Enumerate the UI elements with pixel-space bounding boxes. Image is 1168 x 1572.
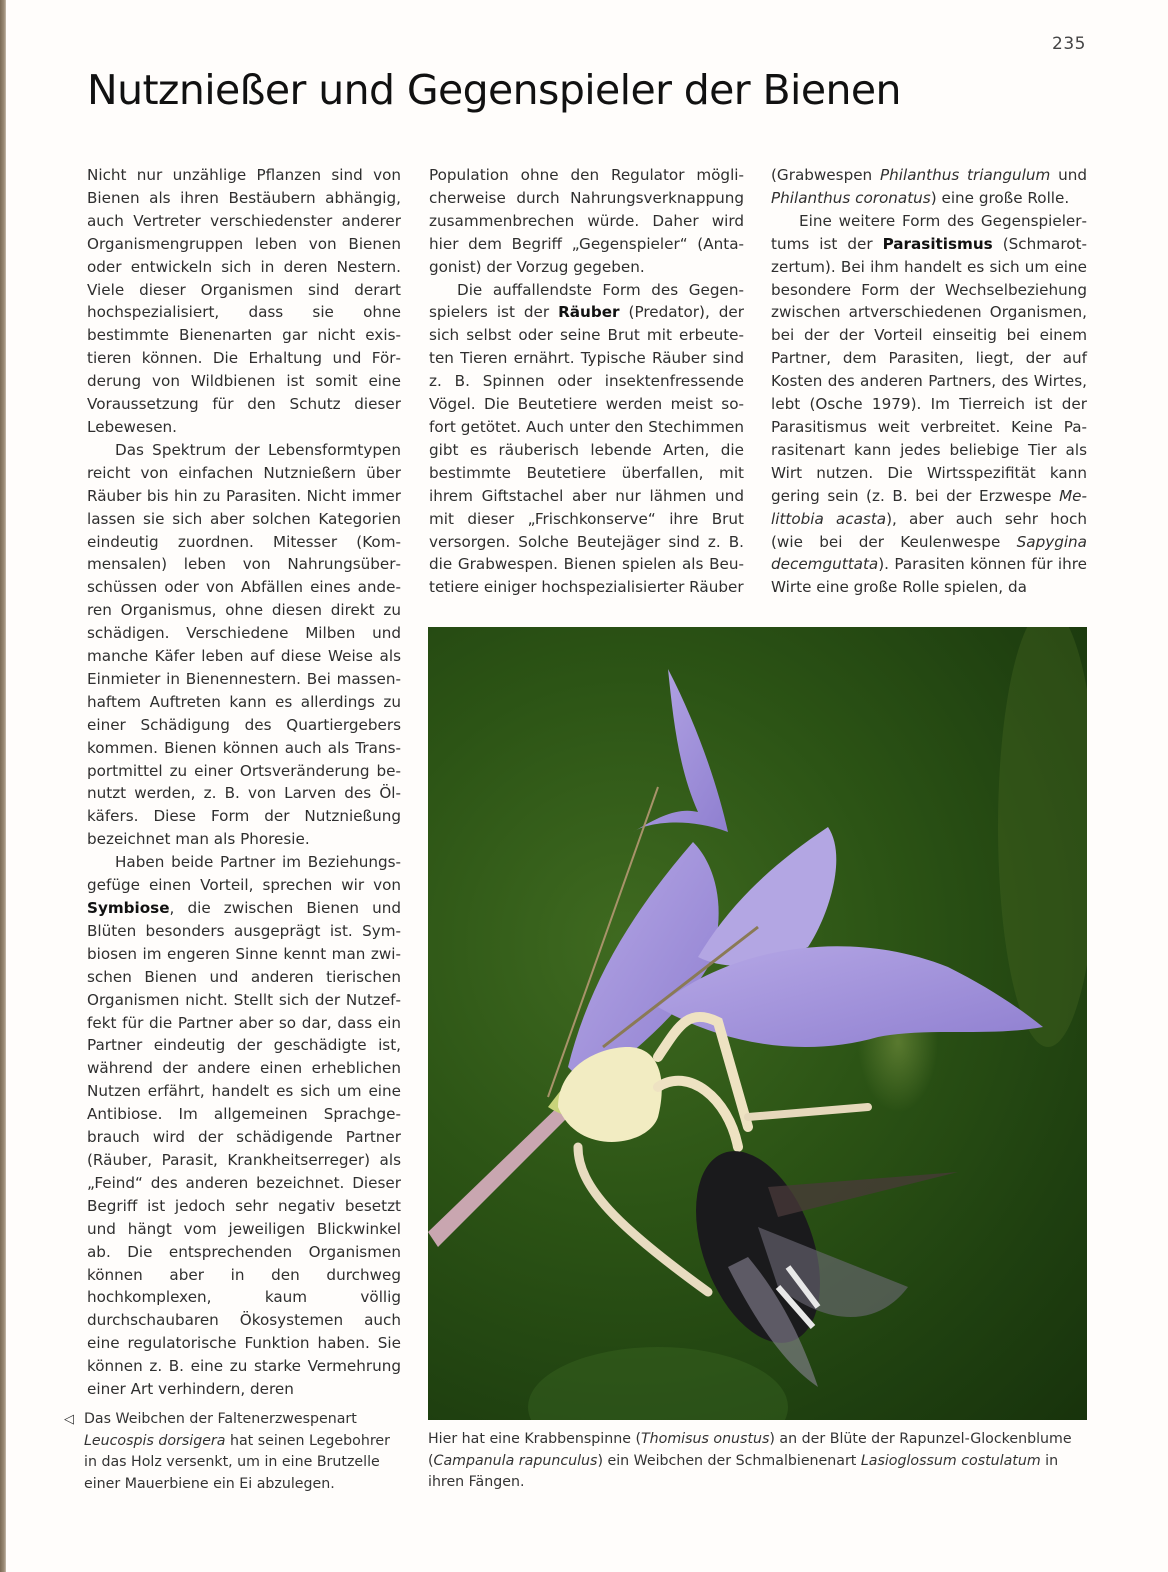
species-name: Melittobia acasta (771, 486, 1087, 528)
side-caption (64, 1409, 394, 1495)
text-span: ), aber auch sehr hoch (wie bei der Keulenwespe (771, 509, 1088, 551)
flower-petal (698, 827, 836, 966)
text-column-3 (771, 164, 1087, 599)
species-name: Sapygina decemguttata (771, 532, 1087, 574)
text-span: (Schmarotzertum). Bei ihm handelt es sich um eine besondere Form der Wechselbeziehung zwischen artverschiedenen Organismen, bei der der Vorteil einseitig bei einem Partner, dem Parasiten, liegt, der auf Kosten des anderen Partners, des Wirtes, lebt (Osche 1979). Im Tierreich ist der Parasitismus weit verbreitet. Keine Parasitenart kann jedes beliebige Tier als Wirt nutzen. Die Wirtsspezifität kann gering sein (z. B. bei der Erzwespe (771, 234, 1087, 505)
text-span: Haben beide Partner im Beziehungsgefüge einen Vorteil, sprechen wir von (87, 853, 401, 895)
page-number: 235 (1052, 34, 1086, 54)
species-name: Leucospis dorsigera (84, 1432, 226, 1449)
text-span: , die zwischen Bienen und Blüten besonders ausgeprägt ist. Symbiosen im engeren Sinne kennt man zwischen Bienen und anderen tierischen Organismen nicht. Stellt sich der Nutzeffekt für die Partner aber so dar, dass ein Partner eindeutig der geschädigte ist, während der andere einen erheblichen Nutzen erfährt, handelt es sich um eine Antibiose. Im allgemeinen Sprachgebrauch wird der schädigende Partner (Räuber, Parasit, Krankheitserreger) als „Feind“ des anderen bezeichnet. Dieser Begriff ist jedoch sehr negativ besetzt und hängt vom jeweiligen Blickwinkel ab. Die entsprechenden Organismen können aber in den durchweg hochkomplexen, kaum völlig durchschaubaren Ökosystemen auch eine regulatorische Funktion haben. Sie können z. B. eine zu starke Vermehrung einer Art verhindern, deren (87, 899, 401, 1399)
paragraph (771, 164, 1087, 210)
background-bokeh (998, 627, 1087, 1047)
bee-wing (768, 1172, 958, 1217)
spider-leg (658, 1081, 738, 1147)
flower-petal (633, 669, 728, 832)
photo-crab-spider-with-bee (428, 627, 1087, 1420)
text-span: Hier hat eine Krabbenspinne ( (428, 1431, 641, 1447)
text-span: ). Parasiten können für ihre Wirte eine große Rolle spielen, da (771, 555, 1087, 597)
species-name: Philanthus triangulum (879, 166, 1051, 184)
photo-illustration (428, 627, 1087, 1420)
text-span: Das Weibchen der Faltenerzwespenart (84, 1411, 357, 1427)
paragraph: Das Spektrum der Lebensformtypen reicht von einfachen Nutznießern über Räuber bis hin zu Parasiten. Nicht immer lassen sie sich aber solchen Kategorien eindeutig zuordnen. Mitesser (Kommensalen) leben von Nahrungsüberschüssen oder von Abfällen eines anderen Organismus, ohne diesen direkt zu schädigen. Verschiedene Milben und manche Käfer leben auf diese Weise als Einmieter in Bienennestern. Bei massenhaftem Auftreten kann es allerdings zu einer Schädigung des Quartiergebers kommen. Bienen können auch als Transportmittel zu einer Ortsveränderung benutzt werden, z. B. von Larven des Ölkäfers. Diese Form der Nutznießung bezeichnet man als Phoresie. (87, 440, 401, 849)
background-bokeh (528, 1347, 788, 1420)
text-span: in ihren Fängen. (428, 1452, 1059, 1490)
text-span: (Predator), der sich selbst oder seine Brut mit erbeuteten Tieren ernährt. Typische Räuber sind z. B. Spinnen oder insektenfressende Vögel. Die Beutetiere werden meist sofort getötet. Auch unter den Stechimmen gibt es räuberisch lebende Arten, die bestimmte Beutetiere überfallen, mit ihrem Giftstachel aber nur lähmen und mit dieser „Frischkonserve“ ihre Brut versorgen. Solche Beutejäger sind z. B. die Grabwespen. Bienen spielen als Beutetiere einiger hochspezialisierter Räuber (429, 303, 744, 597)
text-span: Eine weitere Form des Gegenspielertums ist der (771, 211, 1087, 253)
flower-petal (568, 842, 719, 1087)
text-column-2 (429, 164, 744, 599)
text-span: und (1050, 166, 1087, 184)
term-symbiose: Symbiose (87, 899, 170, 917)
bee-body (672, 1134, 844, 1360)
spider-leg (578, 1147, 708, 1292)
species-name: Thomisus onustus (641, 1431, 770, 1447)
paragraph: Nicht nur unzählige Pflanzen sind von Bienen als ihren Bestäubern abhängig, auch Vertreter verschiedenster anderer Organismengruppen leben von Bienen oder entwickeln sich in deren Nestern. Viele dieser Organismen sind derart hochspezialisiert, dass sie ohne bestimmte Bienenarten gar nicht existieren können. Die Erhaltung und Förderung von Wildbienen ist somit eine Voraussetzung für den Schutz dieser Lebewesen. (87, 166, 401, 436)
species-name: Philanthus coronatus (771, 188, 931, 207)
text-span: (Grabwespen (771, 166, 880, 184)
flower-stem (428, 1097, 578, 1247)
text-span: ) eine große Rolle. (930, 188, 1070, 207)
species-name: Lasioglossum costulatum (860, 1452, 1041, 1469)
term-raeuber: Räuber (558, 303, 620, 322)
photo-caption (428, 1429, 1088, 1494)
spider-leg (748, 1107, 868, 1117)
paragraph (87, 851, 401, 1401)
side-caption-text (84, 1409, 394, 1495)
paragraph (771, 210, 1087, 599)
book-spine-edge (0, 0, 6, 1572)
page-title: Nutznießer und Gegenspieler der Bienen (87, 66, 901, 114)
text-span: ) an der Blüte der Rapunzel-Glockenblume ( (428, 1431, 1072, 1469)
term-parasitismus: Parasitismus (882, 234, 993, 253)
triangle-left-icon: ◁ (64, 1412, 74, 1427)
text-span: ) ein Weibchen der Schmalbienenart (597, 1452, 861, 1469)
text-span: hat seinen Legebohrer in das Holz versenkt, um in eine Brutzelle einer Mauerbiene ein Ei abzulegen. (84, 1432, 390, 1492)
paragraph: Population ohne den Regulator möglicherweise durch Nahrungsverknappung zusammenbrechen würde. Daher wird hier dem Begriff „Gegenspieler“ (Antagonist) der Vorzug gegeben. (429, 166, 744, 276)
text-span: Die auffallendste Form des Gegenspielers ist der (429, 280, 744, 322)
text-column-1 (87, 164, 401, 1401)
species-name: Campanula rapunculus (433, 1452, 598, 1469)
paragraph (429, 279, 744, 600)
